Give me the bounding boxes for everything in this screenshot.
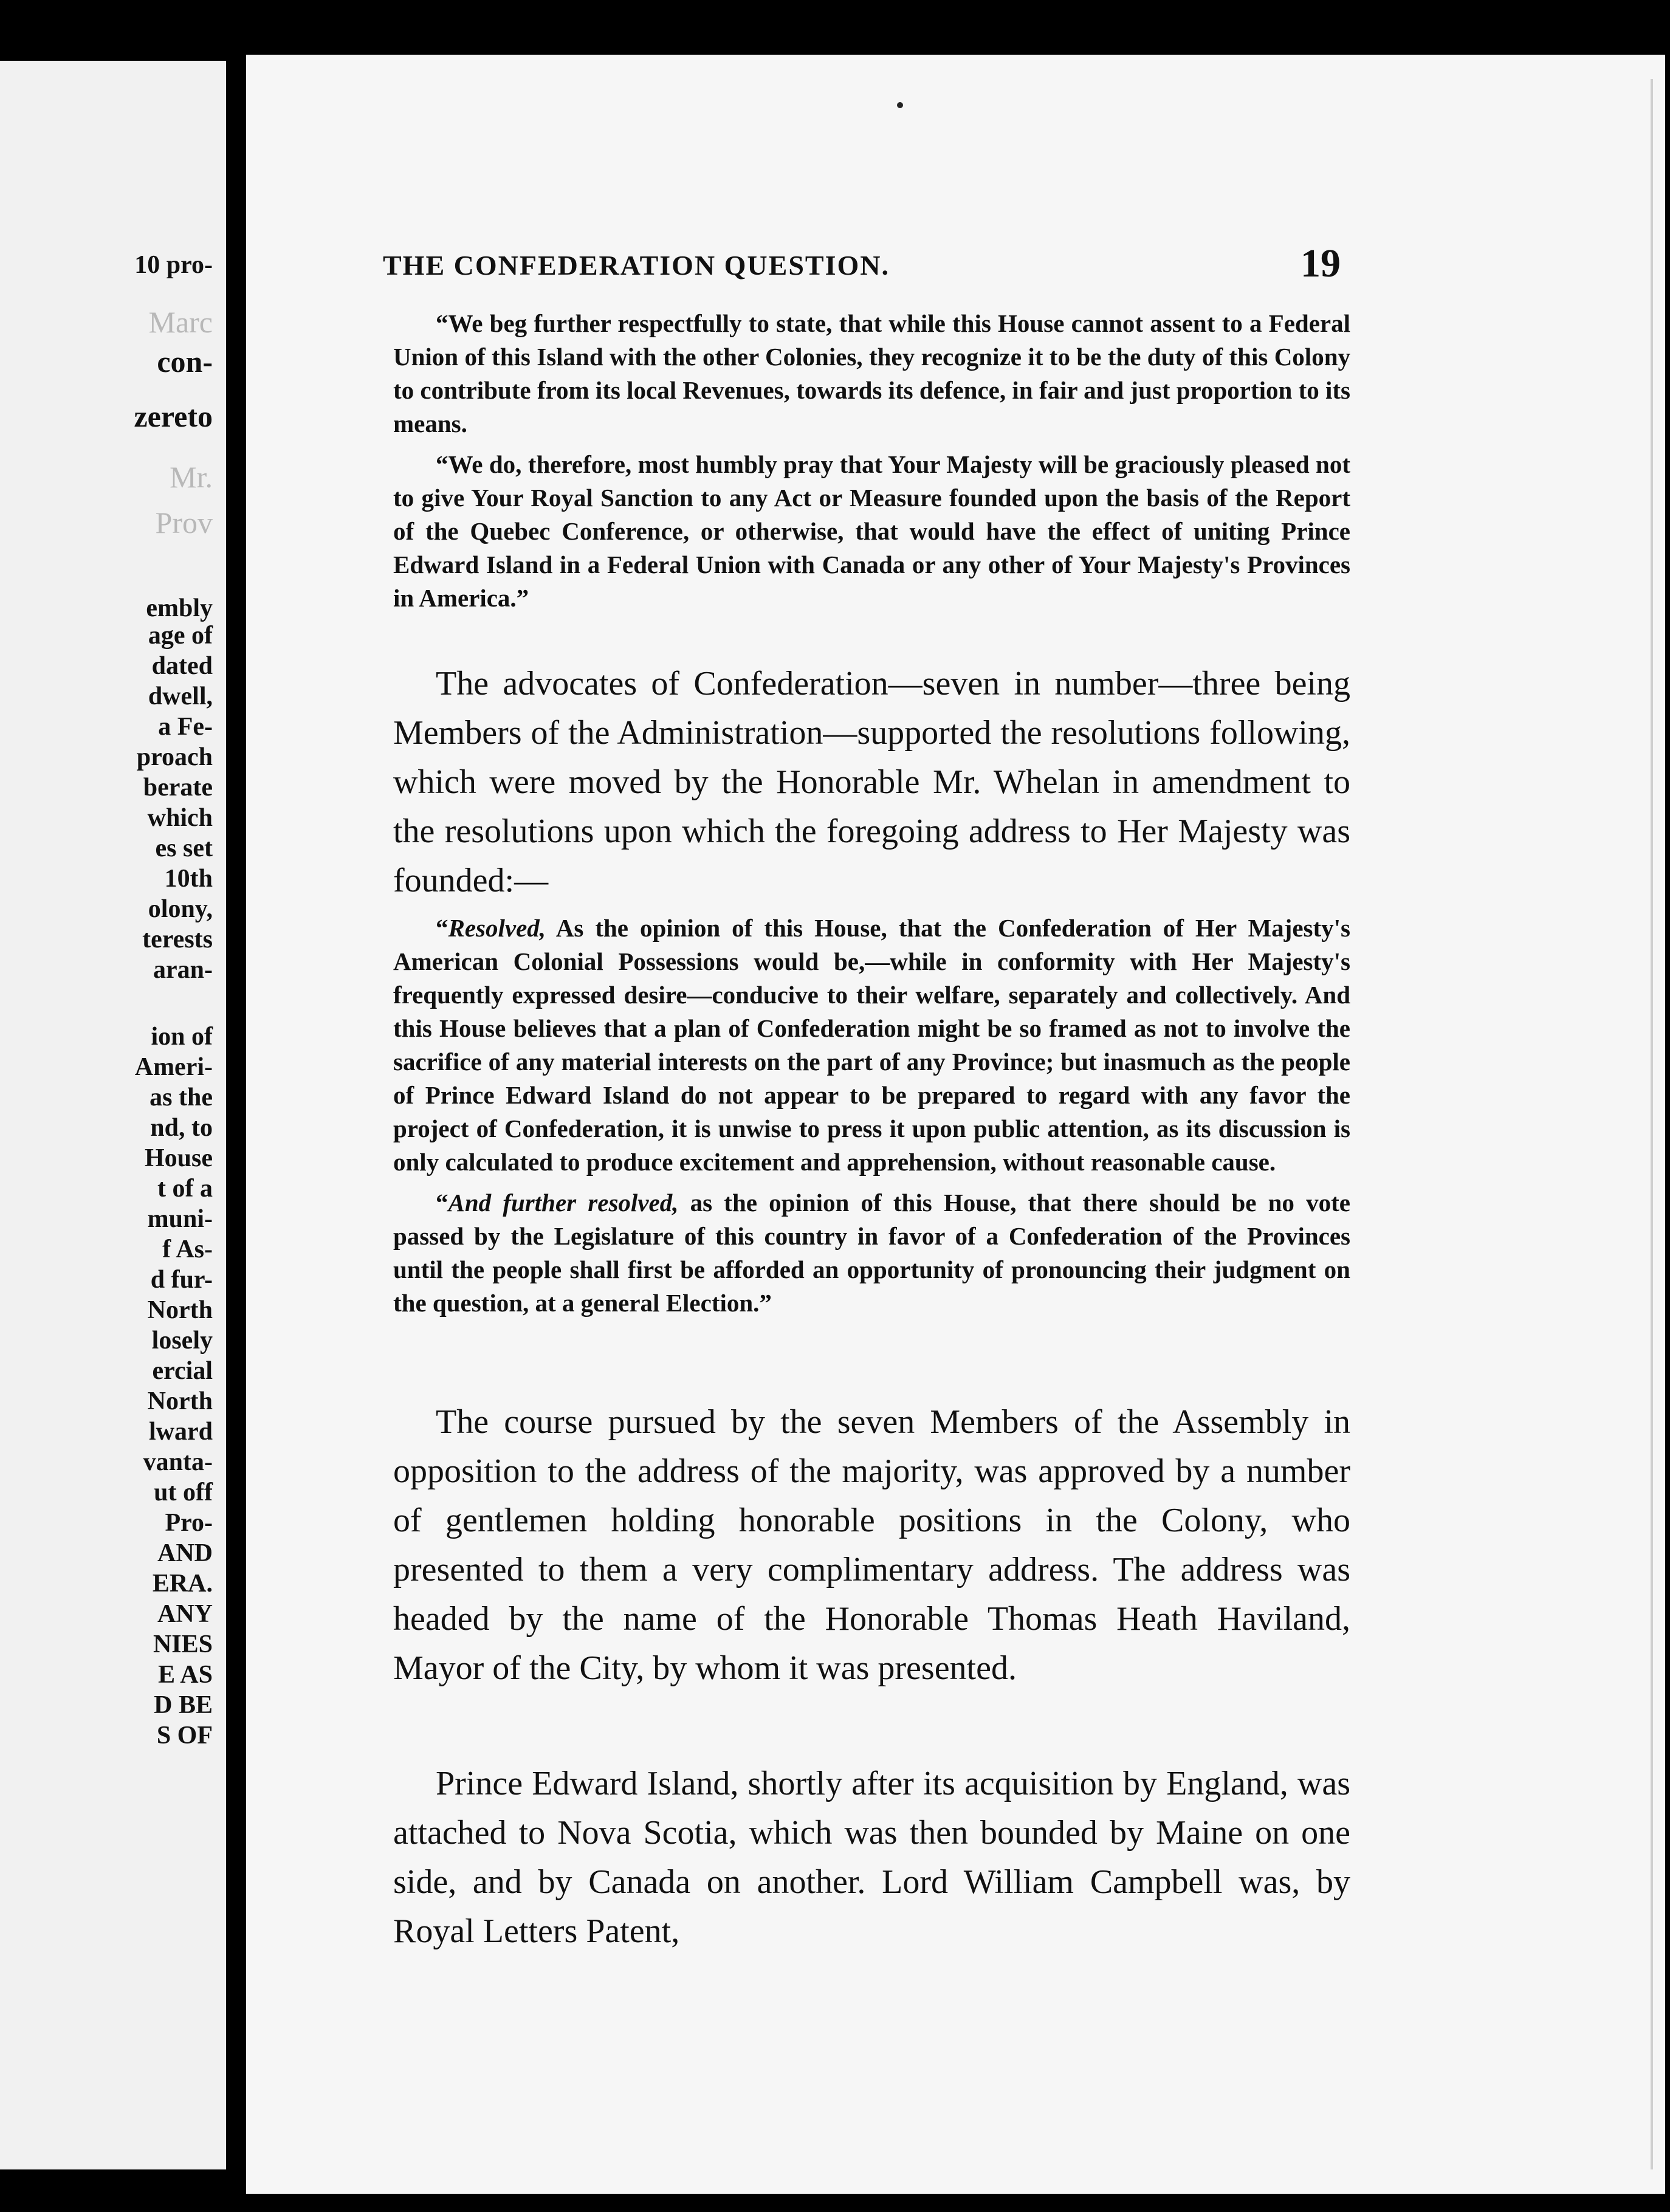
left-page-line: age of xyxy=(148,622,213,650)
left-page-line: House xyxy=(144,1144,213,1172)
left-page-line: es set xyxy=(155,834,213,862)
left-page-line: vanta- xyxy=(143,1448,213,1476)
resolutions-quote xyxy=(393,912,1350,1327)
quote-paragraph-2: “We do, therefore, most humbly pray that Your Majesty will be graciously pleased not to give Your Royal Sanction to any Act or Measure founded upon the basis of the Report of the Quebec Conference, or otherwise, that would have the effect of uniting Prince Edward Island in a Federal Union with Canada or any other of Your Majesty's Provinces in America.” xyxy=(393,450,1350,612)
resolved-label: Resolved, xyxy=(448,914,546,942)
left-page-line: S OF xyxy=(156,1722,213,1750)
left-page-line: terests xyxy=(142,926,213,953)
quote-paragraph-1: “We beg further respectfully to state, that while this House cannot assent to a Federal Union of this Island with the other Colonies, they recognize it to be the duty of this Colony to contribute from its local Revenues, towards its defence, in fair and just proportion to its means. xyxy=(393,309,1350,438)
resolution-2-text: as the opinion of this House, that there should be no vote passed by the Legislature of this country in favor of a Confederation of the Provinces until the people shall first be afforded an opportunity of pronouncing their judgment on the question, at a general Election.” xyxy=(393,1189,1350,1317)
left-page-line: muni- xyxy=(147,1205,213,1233)
further-resolved-label: And further resolved, xyxy=(448,1189,679,1217)
resolution-2: “And further resolved, as the opinion of this House, that there should be no vote passed by the Legislature of this country in favor of a Confederation of the Provinces until the people shall first be afforded an opportunity of pronouncing their judgment on the question, at a general Election.” xyxy=(393,1189,1350,1317)
left-page-line: 10th xyxy=(164,865,213,893)
left-page-line: Mr. xyxy=(170,460,213,494)
left-page-line: d fur- xyxy=(150,1266,213,1294)
left-page-line: proach xyxy=(136,743,213,771)
resolution-1: “Resolved, As the opinion of this House, that the Confederation of Her Majesty's American Colonial Possessions would be,—while in conformity with Her Majesty's frequently expressed desire—conducive to their welfare, separately and collectively. And this House believes that a plan of Confederation might be so framed as not to involve the sacrifice of any material interests on the part of any Province; but inasmuch as the people of Prince Edward Island do not appear to be prepared to regard with any favor the project of Confederation, it is unwise to press it upon public attention, as its discussion is only calculated to produce excitement and apprehension, without reasonable cause. xyxy=(393,914,1350,1176)
address-quote xyxy=(393,307,1350,622)
left-page-line: ion of xyxy=(151,1023,213,1051)
left-page-line: as the xyxy=(149,1084,213,1111)
print-speck xyxy=(897,102,903,108)
left-page-line: con- xyxy=(157,345,213,379)
left-page-line: E AS xyxy=(158,1661,213,1689)
left-page-line: Pro- xyxy=(165,1509,213,1537)
left-page-line: ERA. xyxy=(152,1570,213,1598)
left-page-line: olony, xyxy=(148,895,213,923)
left-page-line: a Fe- xyxy=(158,713,213,741)
left-page-line: dated xyxy=(151,652,213,680)
paragraph-text: The course pursued by the seven Members of the Assembly in opposition to the address of the majority, was approved by a number of gentlemen holding honorable positions in the Colony, who presented to them a very complimentary address. The address was headed by the name of the Honorable Thomas Heath Haviland, Mayor of the City, by whom it was presented. xyxy=(393,1403,1350,1687)
left-facing-page xyxy=(0,61,226,2169)
left-page-text xyxy=(0,61,226,2169)
left-page-line: zereto xyxy=(134,399,213,433)
page-edge-shadow xyxy=(1651,79,1653,2169)
body-paragraph-advocates xyxy=(393,659,1350,916)
left-page-line: berate xyxy=(143,774,213,802)
left-page-line: dwell, xyxy=(148,682,213,710)
running-title: THE CONFEDERATION QUESTION. xyxy=(383,250,890,281)
left-page-line: f As- xyxy=(162,1235,213,1263)
left-page-line: which xyxy=(147,804,213,832)
page-number: 19 xyxy=(1301,241,1341,286)
left-page-line: North xyxy=(147,1387,213,1415)
left-page-line: t of a xyxy=(157,1175,213,1203)
left-page-line: ercial xyxy=(152,1357,213,1385)
left-page-line: North xyxy=(147,1296,213,1324)
left-page-line: lward xyxy=(149,1418,213,1446)
left-page-line: nd, to xyxy=(150,1114,213,1142)
paragraph-text: The advocates of Confederation—seven in number—three being Members of the Administration—supported the resolutions following, which were moved by the Honorable Mr. Whelan in amendment to the resolutions upon which the foregoing address to Her Majesty was founded:— xyxy=(393,665,1350,899)
left-page-line: D BE xyxy=(154,1691,213,1719)
left-page-line: ANY xyxy=(157,1600,213,1628)
left-page-line: embly xyxy=(146,594,213,622)
left-page-line: Prov xyxy=(155,506,213,540)
body-paragraph-course xyxy=(393,1398,1350,1704)
left-page-line: 10 pro- xyxy=(134,251,213,279)
paragraph-text: Prince Edward Island, shortly after its acquisition by England, was attached to Nova Scotia, which was then bounded by Maine on one side, and by Canada on another. Lord William Campbell was, by Royal Letters Patent, xyxy=(393,1765,1350,1950)
left-page-line: aran- xyxy=(153,956,213,984)
left-page-line: AND xyxy=(157,1539,213,1567)
left-page-line: losely xyxy=(151,1327,213,1355)
resolution-1-text: As the opinion of this House, that the Confederation of Her Majesty's American Colonial Possessions would be,—while in conformity with Her Majesty's frequently expressed desire—conducive to their welfare, separately and collectively. And this House believes that a plan of Confederation might be so framed as not to involve the sacrifice of any material interests on the part of any Province; but inasmuch as the people of Prince Edward Island do not appear to be prepared to regard with any favor the project of Confederation, it is unwise to press it upon public attention, as its discussion is only calculated to produce excitement and apprehension, without reasonable cause. xyxy=(393,914,1350,1176)
page-header xyxy=(383,243,1416,286)
body-paragraph-island xyxy=(393,1759,1350,1967)
left-page-line: Marc xyxy=(148,305,213,339)
left-page-line: ut off xyxy=(154,1479,213,1506)
left-page-line: NIES xyxy=(153,1630,213,1658)
left-page-line: Ameri- xyxy=(134,1053,213,1081)
